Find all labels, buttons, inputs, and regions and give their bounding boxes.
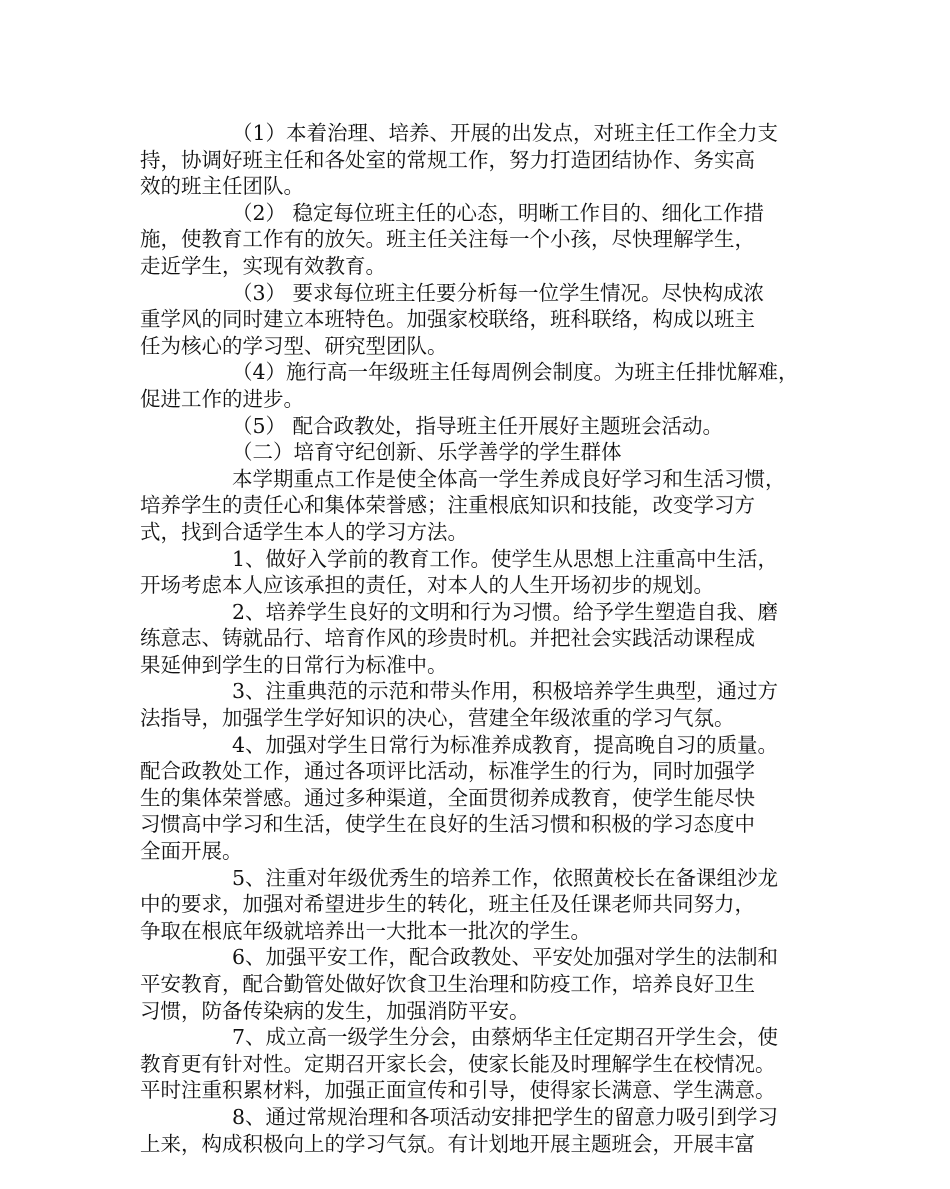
paragraph-15-line-1: 8、通过常规治理和各项活动安排把学生的留意力吸引到学习 bbox=[232, 1104, 779, 1129]
paragraph-11-line-4: 习惯高中学习和生活，使学生在良好的生活习惯和积极的学习态度中 bbox=[140, 812, 755, 837]
paragraph-8-line-1: 1、做好入学前的教育工作。使学生从思想上注重高中生活， bbox=[232, 546, 779, 571]
paragraph-12-line-1: 5、注重对年级优秀生的培养工作，依照黄校长在备课组沙龙 bbox=[232, 865, 779, 890]
paragraph-2-line-3: 走近学生，实现有效教育。 bbox=[140, 253, 386, 278]
paragraph-2-line-1: （2） 稳定每位班主任的心态，明晰工作目的、细化工作措 bbox=[232, 200, 765, 225]
paragraph-1-line-2: 持，协调好班主任和各处室的常规工作，努力打造团结协作、务实高 bbox=[140, 147, 755, 172]
paragraph-10-line-2: 法指导，加强学生学好知识的决心，营建全年级浓重的学习气氛。 bbox=[140, 706, 735, 731]
paragraph-8-line-2: 开场考虑本人应该承担的责任，对本人的人生开场初步的规划。 bbox=[140, 573, 714, 598]
paragraph-9-line-2: 练意志、铸就品行、培育作风的珍贵时机。并把社会实践活动课程成 bbox=[140, 626, 755, 651]
paragraph-1-line-1: （1）本着治理、培养、开展的出发点，对班主任工作全力支 bbox=[232, 121, 779, 145]
section-heading: （二）培育守纪创新、乐学善学的学生群体 bbox=[232, 440, 622, 465]
paragraph-10-line-1: 3、注重典范的示范和带头作用，积极培养学生典型，通过方 bbox=[232, 679, 779, 704]
paragraph-7-line-3: 式，找到合适学生本人的学习方法。 bbox=[140, 519, 468, 544]
paragraph-9-line-1: 2、培养学生良好的文明和行为习惯。给予学生塑造自我、磨 bbox=[232, 599, 779, 624]
paragraph-1-line-3: 效的班主任团队。 bbox=[140, 174, 304, 199]
paragraph-15-line-2: 上来，构成积极向上的学习气氛。有计划地开展主题班会，开展丰富 bbox=[140, 1131, 755, 1156]
paragraph-11-line-1: 4、加强对学生日常行为标准养成教育，提高晚自习的质量。 bbox=[232, 732, 779, 757]
paragraph-3-line-2: 重学风的同时建立本班特色。加强家校联络，班科联络，构成以班主 bbox=[140, 307, 755, 332]
paragraph-9-line-3: 果延伸到学生的日常行为标准中。 bbox=[140, 652, 448, 677]
paragraph-13-line-1: 6、加强平安工作，配合政教处、平安处加强对学生的法制和 bbox=[232, 945, 779, 970]
paragraph-7-line-2: 培养学生的责任心和集体荣誉感；注重根底知识和技能，改变学习方 bbox=[140, 493, 755, 518]
paragraph-12-line-2: 中的要求，加强对希望进步生的转化，班主任及任课老师共同努力， bbox=[140, 892, 755, 917]
paragraph-5-line-1: （5） 配合政教处，指导班主任开展好主题班会活动。 bbox=[232, 413, 724, 438]
paragraph-7-line-1: 本学期重点工作是使全体高一学生养成良好学习和生活习惯， bbox=[232, 466, 786, 491]
paragraph-11-line-2: 配合政教处工作，通过各项评比活动，标准学生的行为，同时加强学 bbox=[140, 759, 755, 784]
paragraph-2-line-2: 施，使教育工作有的放矢。班主任关注每一个小孩，尽快理解学生， bbox=[140, 227, 755, 252]
paragraph-12-line-3: 争取在根底年级就培养出一大批本一批次的学生。 bbox=[140, 918, 591, 943]
paragraph-3-line-1: （3） 要求每位班主任要分析每一位学生情况。尽快构成浓 bbox=[232, 280, 765, 305]
paragraph-11-line-5: 全面开展。 bbox=[140, 839, 243, 864]
paragraph-13-line-2: 平安教育，配合勤管处做好饮食卫生治理和防疫工作，培养良好卫生 bbox=[140, 972, 755, 996]
paragraph-13-line-3: 习惯，防备传染病的发生，加强消防平安。 bbox=[140, 998, 530, 1023]
paragraph-11-line-3: 生的集体荣誉感。通过多种渠道，全面贯彻养成教育，使学生能尽快 bbox=[140, 785, 755, 810]
paragraph-14-line-1: 7、成立高一级学生分会，由蔡炳华主任定期召开学生会，使 bbox=[232, 1025, 779, 1050]
document-body bbox=[140, 120, 820, 1157]
paragraph-14-line-2: 教育更有针对性。定期召开家长会，使家长能及时理解学生在校情况。 bbox=[140, 1051, 776, 1076]
paragraph-4-line-2: 促进工作的进步。 bbox=[140, 386, 304, 411]
paragraph-4-line-1: （4）施行高一年级班主任每周例会制度。为班主任排忧解难， bbox=[232, 360, 799, 385]
paragraph-14-line-3: 平时注重积累材料，加强正面宣传和引导，使得家长满意、学生满意。 bbox=[140, 1078, 776, 1103]
paragraph-3-line-3: 任为核心的学习型、研究型团队。 bbox=[140, 333, 448, 358]
